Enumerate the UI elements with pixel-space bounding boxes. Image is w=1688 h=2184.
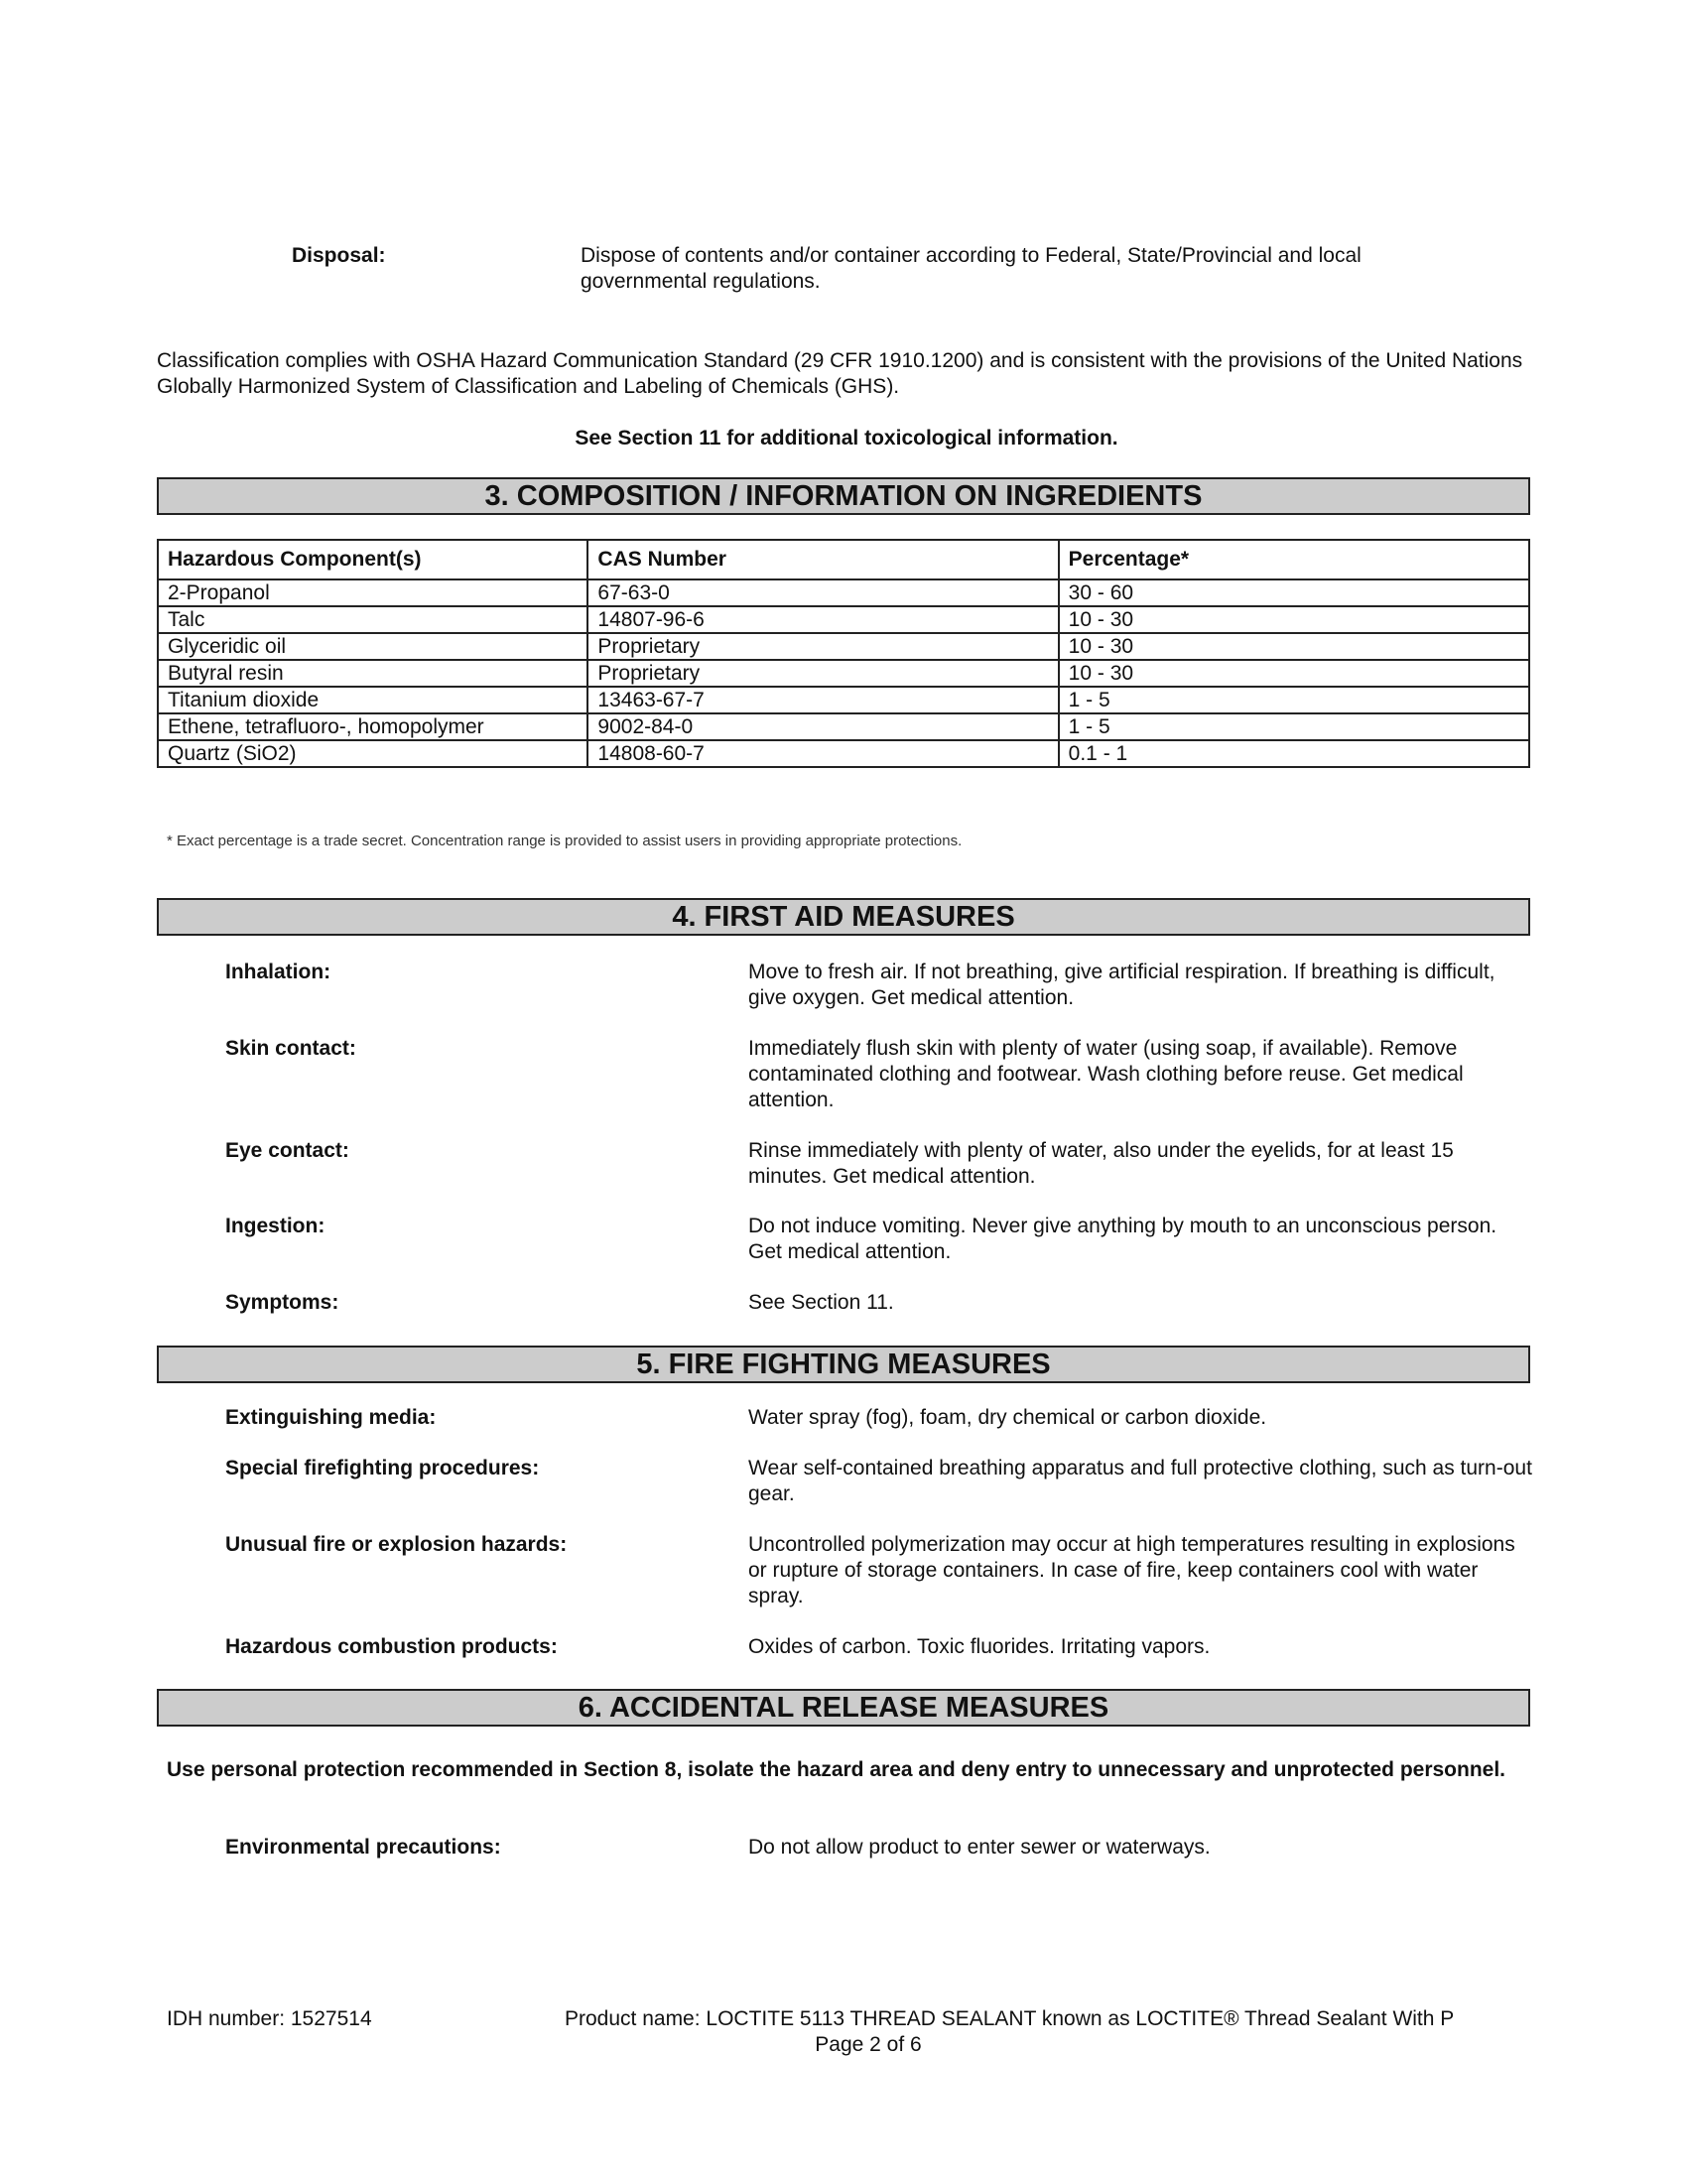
cas-number: Proprietary [587, 660, 1058, 687]
component-name: Ethene, tetrafluoro-, homopolymer [158, 713, 587, 740]
eye-contact-value: Rinse immediately with plenty of water, also under the eyelids, for at least 15 minutes. Get medical attention. [748, 1139, 1454, 1188]
disposal-label: Disposal: [292, 244, 386, 267]
percentage: 10 - 30 [1059, 633, 1529, 660]
table-row [158, 687, 1529, 713]
percentage: 10 - 30 [1059, 606, 1529, 633]
page-number: Page 2 of 6 [815, 2033, 922, 2056]
section-4-heading: 4. FIRST AID MEASURES [157, 898, 1530, 936]
unusual-hazards-value: Uncontrolled polymerization may occur at high temperatures resulting in explosions or rupture of storage containers. In case of fire, keep containers cool with water spray. [748, 1533, 1515, 1607]
ingestion-label: Ingestion: [225, 1215, 325, 1237]
percentage: 10 - 30 [1059, 660, 1529, 687]
special-firefighting-value: Wear self-contained breathing apparatus and full protective clothing, such as turn-out gear. [748, 1457, 1532, 1505]
table-row [158, 633, 1529, 660]
cas-number: 13463-67-7 [587, 687, 1058, 713]
symptoms-label: Symptoms: [225, 1291, 339, 1314]
skin-contact-value: Immediately flush skin with plenty of water (using soap, if available). Remove contaminated clothing and footwear. Wash clothing before reuse. Get medical attention. [748, 1037, 1464, 1111]
component-name: 2-Propanol [158, 579, 587, 606]
header-percentage: Percentage* [1059, 540, 1529, 579]
table-row [158, 606, 1529, 633]
percentage: 1 - 5 [1059, 713, 1529, 740]
table-row [158, 713, 1529, 740]
header-component: Hazardous Component(s) [158, 540, 587, 579]
cas-number: 14807-96-6 [587, 606, 1058, 633]
skin-contact-label: Skin contact: [225, 1037, 356, 1060]
environmental-precautions-label: Environmental precautions: [225, 1836, 501, 1859]
table-row [158, 660, 1529, 687]
component-name: Butyral resin [158, 660, 587, 687]
table-header-row [158, 540, 1529, 579]
percentage: 30 - 60 [1059, 579, 1529, 606]
product-name: Product name: LOCTITE 5113 THREAD SEALANT known as LOCTITE® Thread Sealant With P [565, 2007, 1455, 2030]
cas-number: 67-63-0 [587, 579, 1058, 606]
section-6-intro: Use personal protection recommended in Section 8, isolate the hazard area and deny entry to unnecessary and unprotected personnel. [167, 1758, 1506, 1781]
cas-number: 9002-84-0 [587, 713, 1058, 740]
disposal-text: Dispose of contents and/or container according to Federal, State/Provincial and local governmental regulations. [581, 244, 1362, 293]
extinguishing-media-value: Water spray (fog), foam, dry chemical or carbon dioxide. [748, 1406, 1267, 1429]
table-row [158, 740, 1529, 767]
table-row [158, 579, 1529, 606]
extinguishing-media-label: Extinguishing media: [225, 1406, 437, 1429]
component-name: Quartz (SiO2) [158, 740, 587, 767]
special-firefighting-label: Special firefighting procedures: [225, 1457, 540, 1479]
inhalation-value: Move to fresh air. If not breathing, give artificial respiration. If breathing is difficult, give oxygen. Get medical attention. [748, 961, 1495, 1009]
header-cas: CAS Number [587, 540, 1058, 579]
see-section-note: See Section 11 for additional toxicological information. [575, 427, 1118, 450]
component-name: Titanium dioxide [158, 687, 587, 713]
cas-number: 14808-60-7 [587, 740, 1058, 767]
component-name: Glyceridic oil [158, 633, 587, 660]
classification-statement: Classification complies with OSHA Hazard Communication Standard (29 CFR 1910.1200) and is consistent with the provisions of the United Nations Globally Harmonized System of Classification and Labeling of Chemicals (GHS). [157, 349, 1523, 398]
ingestion-value: Do not induce vomiting. Never give anything by mouth to an unconscious person. Get medical attention. [748, 1215, 1497, 1263]
trade-secret-footnote: * Exact percentage is a trade secret. Concentration range is provided to assist users in providing appropriate protections. [167, 833, 963, 849]
symptoms-value: See Section 11. [748, 1291, 894, 1314]
idh-number: IDH number: 1527514 [167, 2007, 372, 2030]
environmental-precautions-value: Do not allow product to enter sewer or waterways. [748, 1836, 1211, 1859]
unusual-hazards-label: Unusual fire or explosion hazards: [225, 1533, 568, 1556]
cas-number: Proprietary [587, 633, 1058, 660]
combustion-products-label: Hazardous combustion products: [225, 1635, 558, 1658]
inhalation-label: Inhalation: [225, 961, 331, 983]
percentage: 1 - 5 [1059, 687, 1529, 713]
combustion-products-value: Oxides of carbon. Toxic fluorides. Irritating vapors. [748, 1635, 1211, 1658]
eye-contact-label: Eye contact: [225, 1139, 349, 1162]
section-5-heading: 5. FIRE FIGHTING MEASURES [157, 1346, 1530, 1383]
section-3-heading: 3. COMPOSITION / INFORMATION ON INGREDIENTS [157, 477, 1530, 515]
section-6-heading: 6. ACCIDENTAL RELEASE MEASURES [157, 1689, 1530, 1727]
ingredients-table [157, 539, 1530, 768]
percentage: 0.1 - 1 [1059, 740, 1529, 767]
component-name: Talc [158, 606, 587, 633]
